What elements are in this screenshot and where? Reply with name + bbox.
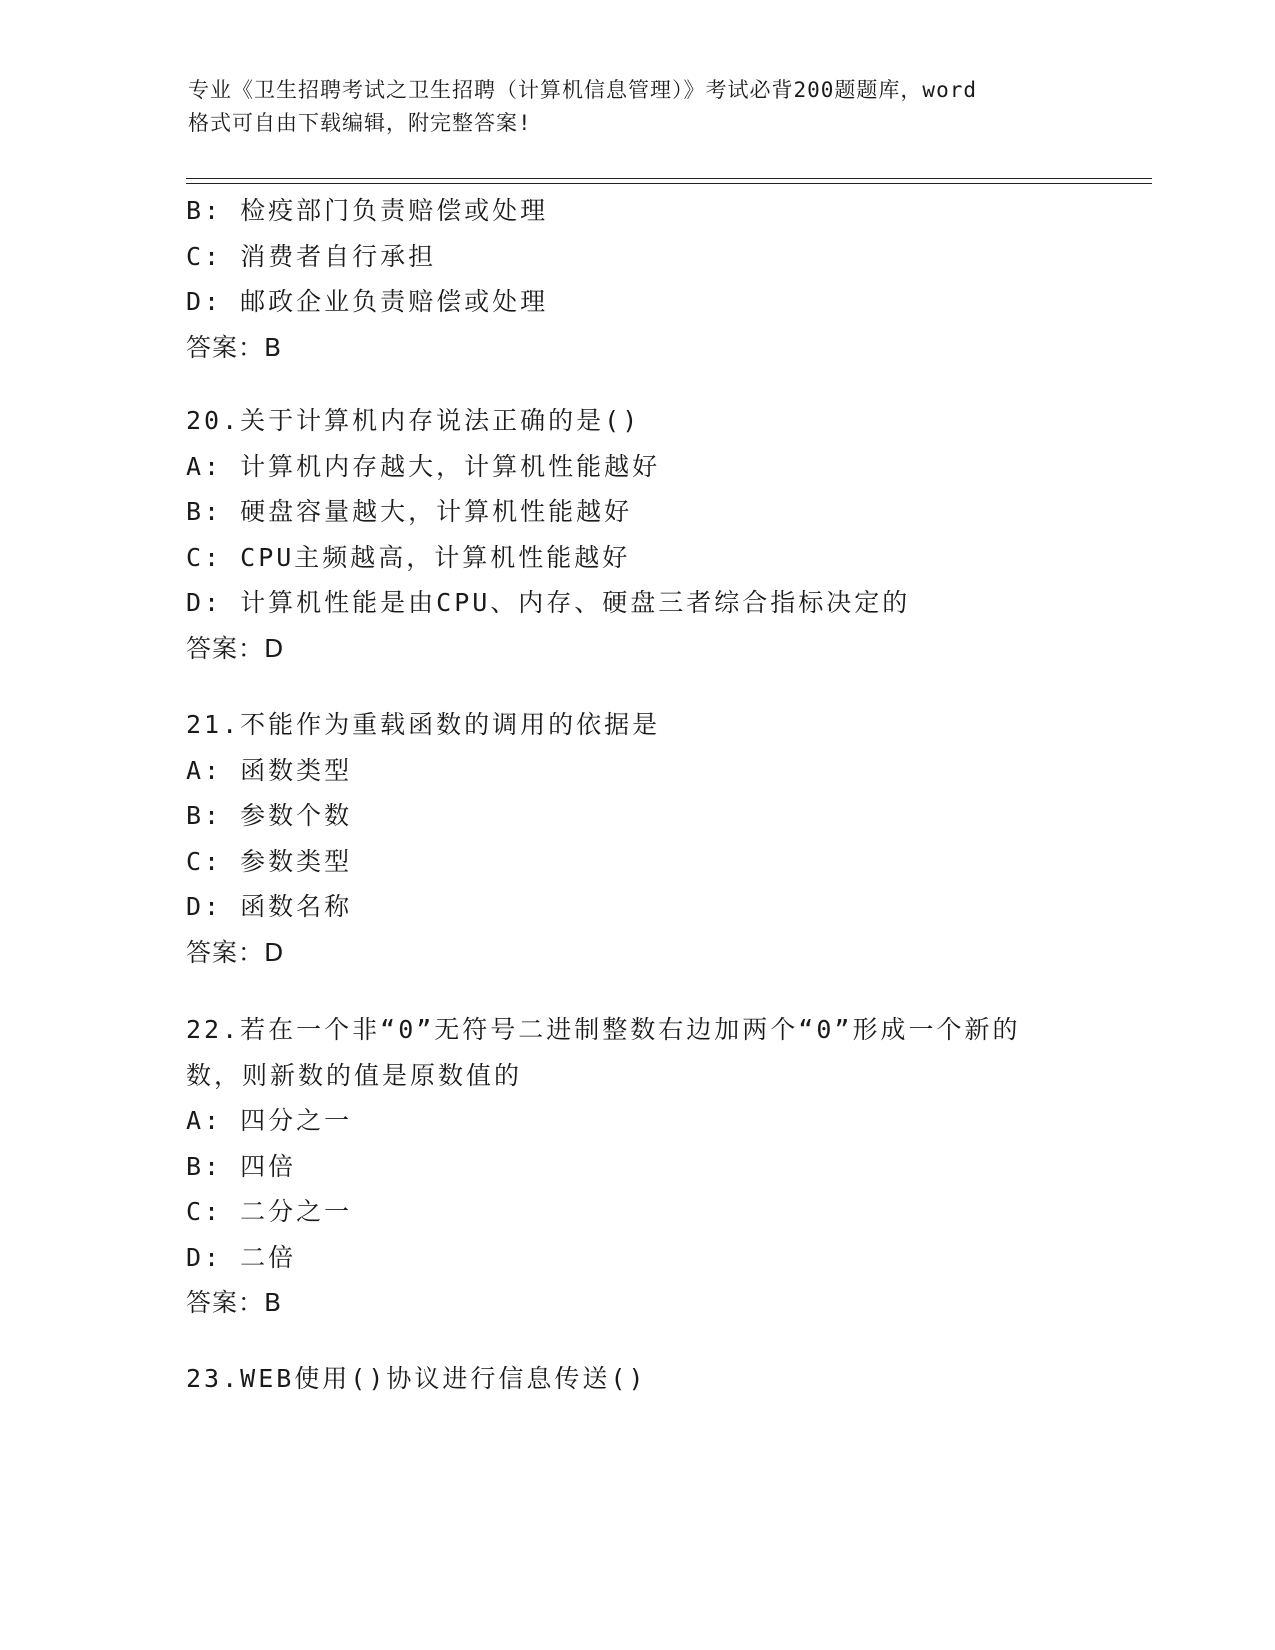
question-20 bbox=[186, 398, 1086, 671]
header-divider-top bbox=[186, 178, 1152, 179]
question-21 bbox=[186, 702, 1086, 975]
option-d: D: 函数名称 bbox=[186, 892, 353, 921]
header-title-line-2: 格式可自由下载编辑，附完整答案! bbox=[188, 111, 532, 135]
answer: 答案：B bbox=[186, 332, 283, 362]
question-23 bbox=[186, 1356, 1086, 1402]
answer: 答案：B bbox=[186, 1288, 283, 1317]
option-b: B: 硬盘容量越大，计算机性能越好 bbox=[186, 497, 633, 526]
answer: 答案：D bbox=[186, 937, 285, 967]
question-stem: 21.不能作为重载函数的调用的依据是 bbox=[186, 710, 661, 739]
option-c: C: CPU主频越高，计算机性能越好 bbox=[186, 542, 631, 572]
option-b: B: 参数个数 bbox=[186, 801, 353, 830]
option-c: C: 消费者自行承担 bbox=[186, 241, 437, 271]
option-a: A: 四分之一 bbox=[186, 1106, 353, 1135]
answer: 答案：D bbox=[186, 633, 285, 663]
option-c: C: 参数类型 bbox=[186, 846, 353, 876]
option-c: C: 二分之一 bbox=[186, 1197, 353, 1226]
question-stem-line-2: 数，则新数的值是原数值的 bbox=[186, 1060, 523, 1090]
option-b: B: 四倍 bbox=[186, 1151, 297, 1181]
option-a: A: 函数类型 bbox=[186, 755, 353, 785]
option-d: D: 计算机性能是由CPU、内存、硬盘三者综合指标决定的 bbox=[186, 588, 911, 617]
question-stem: 23.WEB使用()协议进行信息传送() bbox=[186, 1364, 647, 1393]
option-d: D: 邮政企业负责赔偿或处理 bbox=[186, 287, 549, 316]
header-title-line-1: 专业《卫生招聘考试之卫生招聘（计算机信息管理）》考试必背200题题库，word bbox=[188, 78, 977, 102]
option-b: B: 检疫部门负责赔偿或处理 bbox=[186, 196, 549, 225]
question-22 bbox=[186, 1007, 1086, 1326]
option-a: A: 计算机内存越大，计算机性能越好 bbox=[186, 451, 661, 481]
header-divider-bottom bbox=[186, 183, 1152, 184]
document-header bbox=[188, 74, 1088, 140]
option-d: D: 二倍 bbox=[186, 1242, 297, 1272]
question-19-continued bbox=[186, 188, 1086, 370]
question-stem-line-1: 22.若在一个非“0”无符号二进制整数右边加两个“0”形成一个新的 bbox=[186, 1015, 1021, 1044]
question-stem: 20.关于计算机内存说法正确的是() bbox=[186, 406, 641, 435]
